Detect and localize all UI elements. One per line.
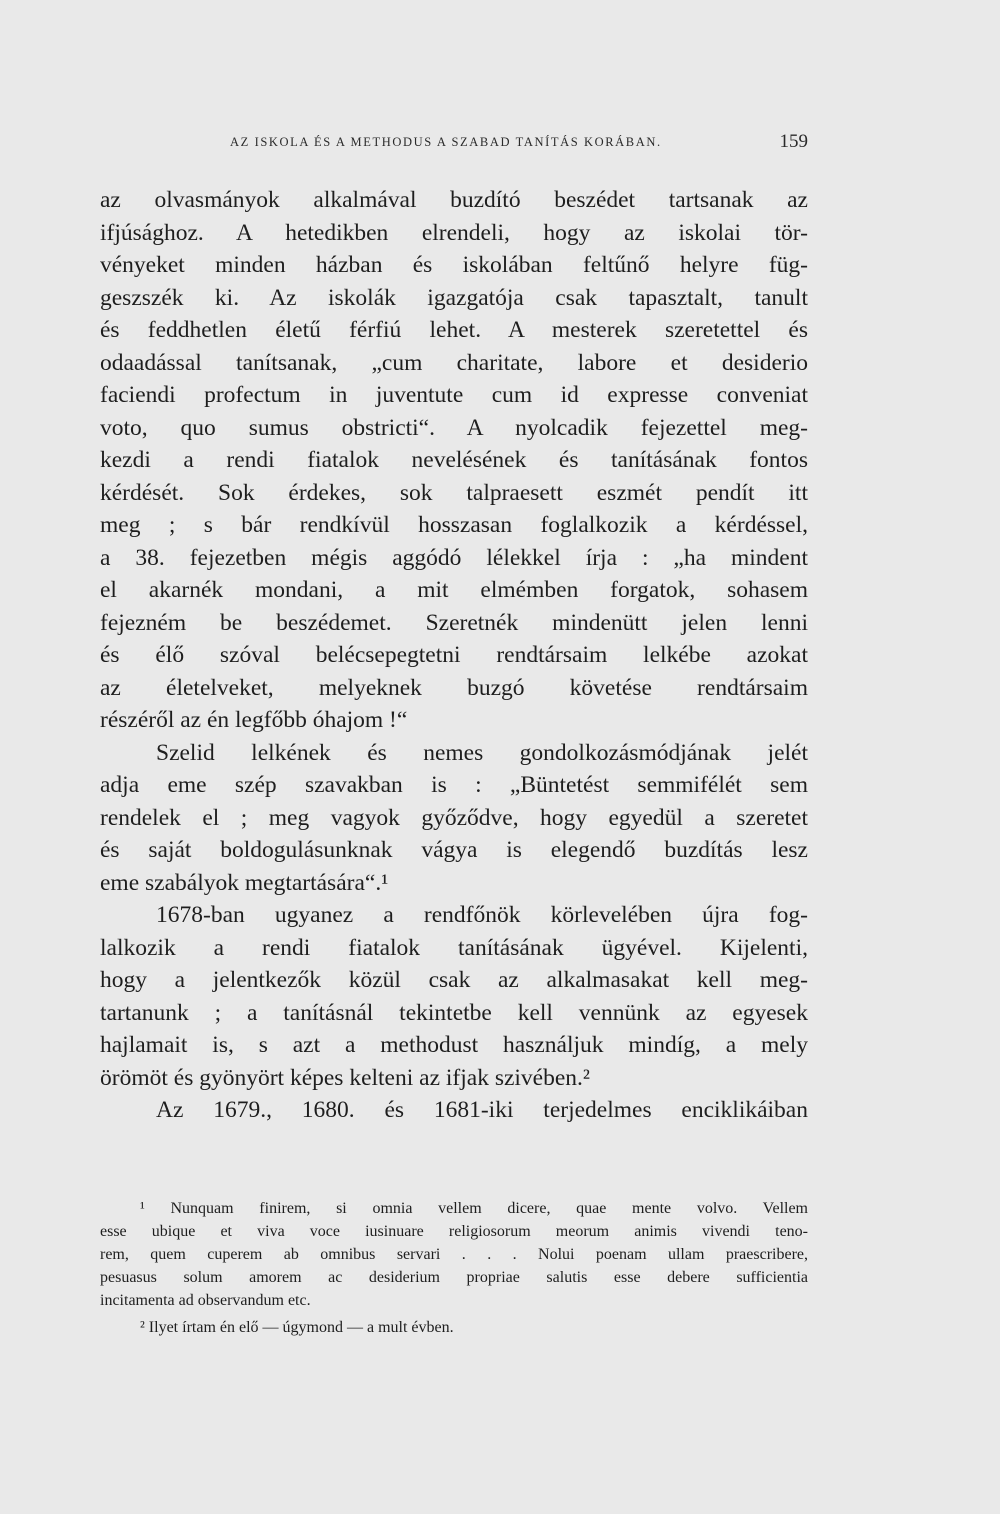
text-line: eme szabályok megtartására“.¹ <box>100 869 389 896</box>
text-line: el akarnék mondani, a mit elmémben forgatok, sohasem <box>100 577 808 603</box>
text-line: vényeket minden házban és iskolában feltűnő helyre füg- <box>100 252 808 278</box>
footnote-2: ² Ilyet írtam én elő — úgymond — a mult évben. <box>140 1319 454 1336</box>
text-line: geszszék ki. Az iskolák igazgatója csak tapasztalt, tanult <box>100 284 808 311</box>
text-line: 1678-ban ugyanez a rendfőnök körlevelében újra fog- <box>156 902 808 928</box>
text-line: voto, quo sumus obstricti“. A nyolcadik fejezettel meg- <box>100 414 808 441</box>
text-line: Az 1679., 1680. és 1681-iki terjedelmes enciklikáiban <box>156 1097 808 1123</box>
text-line: az olvasmányok alkalmával buzdító beszédet tartsanak az <box>100 187 808 213</box>
text-line: adja eme szép szavakban is : „Büntetést semmifélét sem <box>100 772 808 798</box>
page-header <box>100 131 808 155</box>
footnotes <box>100 1197 808 1339</box>
running-head: AZ ISKOLA ÉS A METHODUS A SZABAD TANÍTÁS KORÁBAN. <box>230 135 662 149</box>
text-line: hogy a jelentkezők közül csak az alkalmasakat kell meg- <box>100 967 808 993</box>
text-line: kezdi a rendi fiatalok nevelésének és tanításának fontos <box>100 447 808 473</box>
footnote-1-line: esse ubique et viva voce iusinuare religiosorum meorum animis vivendi teno- <box>100 1223 808 1240</box>
text-line: ifjúsághoz. A hetedikben elrendeli, hogy az iskolai tör- <box>100 219 808 246</box>
text-line: az életelveket, melyeknek buzgó követése rendtársaim <box>100 674 808 701</box>
text-line: kérdését. Sok érdekes, sok talpraesett eszmét pendít itt <box>100 479 808 506</box>
footnote-1-line: pesuasus solum amorem ac desiderium propriae salutis esse debere sufficientia <box>100 1269 808 1286</box>
footnote-1-line: incitamenta ad observandum etc. <box>100 1292 311 1309</box>
text-line: hajlamait is, s azt a methodust használjuk mindíg, a mely <box>100 1032 808 1058</box>
text-line: Szelid lelkének és nemes gondolkozásmódjának jelét <box>156 739 808 766</box>
footnote-1-line: ¹ Nunquam finirem, si omnia vellem dicere, quae mente volvo. Vellem <box>140 1200 808 1217</box>
text-line: és élő szóval belécsepegtetni rendtársaim lelkébe azokat <box>100 642 808 668</box>
text-line: örömöt és gyönyört képes kelteni az ifjak szivében.² <box>100 1064 590 1091</box>
text-line: odaadással tanítsanak, „cum charitate, labore et desiderio <box>100 349 808 376</box>
text-line: fejezném be beszédemet. Szeretnék mindenütt jelen lenni <box>100 609 808 636</box>
text-line: és feddhetlen életű férfiú lehet. A mesterek szeretettel és <box>100 317 808 343</box>
main-text <box>100 184 808 1127</box>
text-line: és saját boldogulásunknak vágya is elegendő buzdítás lesz <box>100 837 808 863</box>
text-line: a 38. fejezetben mégis aggódó lélekkel írja : „ha mindent <box>100 544 808 571</box>
page-number: 159 <box>779 131 808 152</box>
text-line: tartanunk ; a tanításnál tekintetbe kell vennünk az egyesek <box>100 999 808 1026</box>
text-line: rendelek el ; meg vagyok győződve, hogy egyedül a szeretet <box>100 804 808 831</box>
text-line: meg ; s bár rendkívül hosszasan foglalkozik a kérdéssel, <box>100 512 808 538</box>
text-line: lalkozik a rendi fiatalok tanításának ügyével. Kijelenti, <box>100 934 808 961</box>
text-line: faciendi profectum in juventute cum id expresse conveniat <box>100 382 808 408</box>
text-line: részéről az én legfőbb óhajom !“ <box>100 707 408 733</box>
footnote-1-line: rem, quem cuperem ab omnibus servari . . . Nolui poenam ullam praescribere, <box>100 1246 808 1263</box>
